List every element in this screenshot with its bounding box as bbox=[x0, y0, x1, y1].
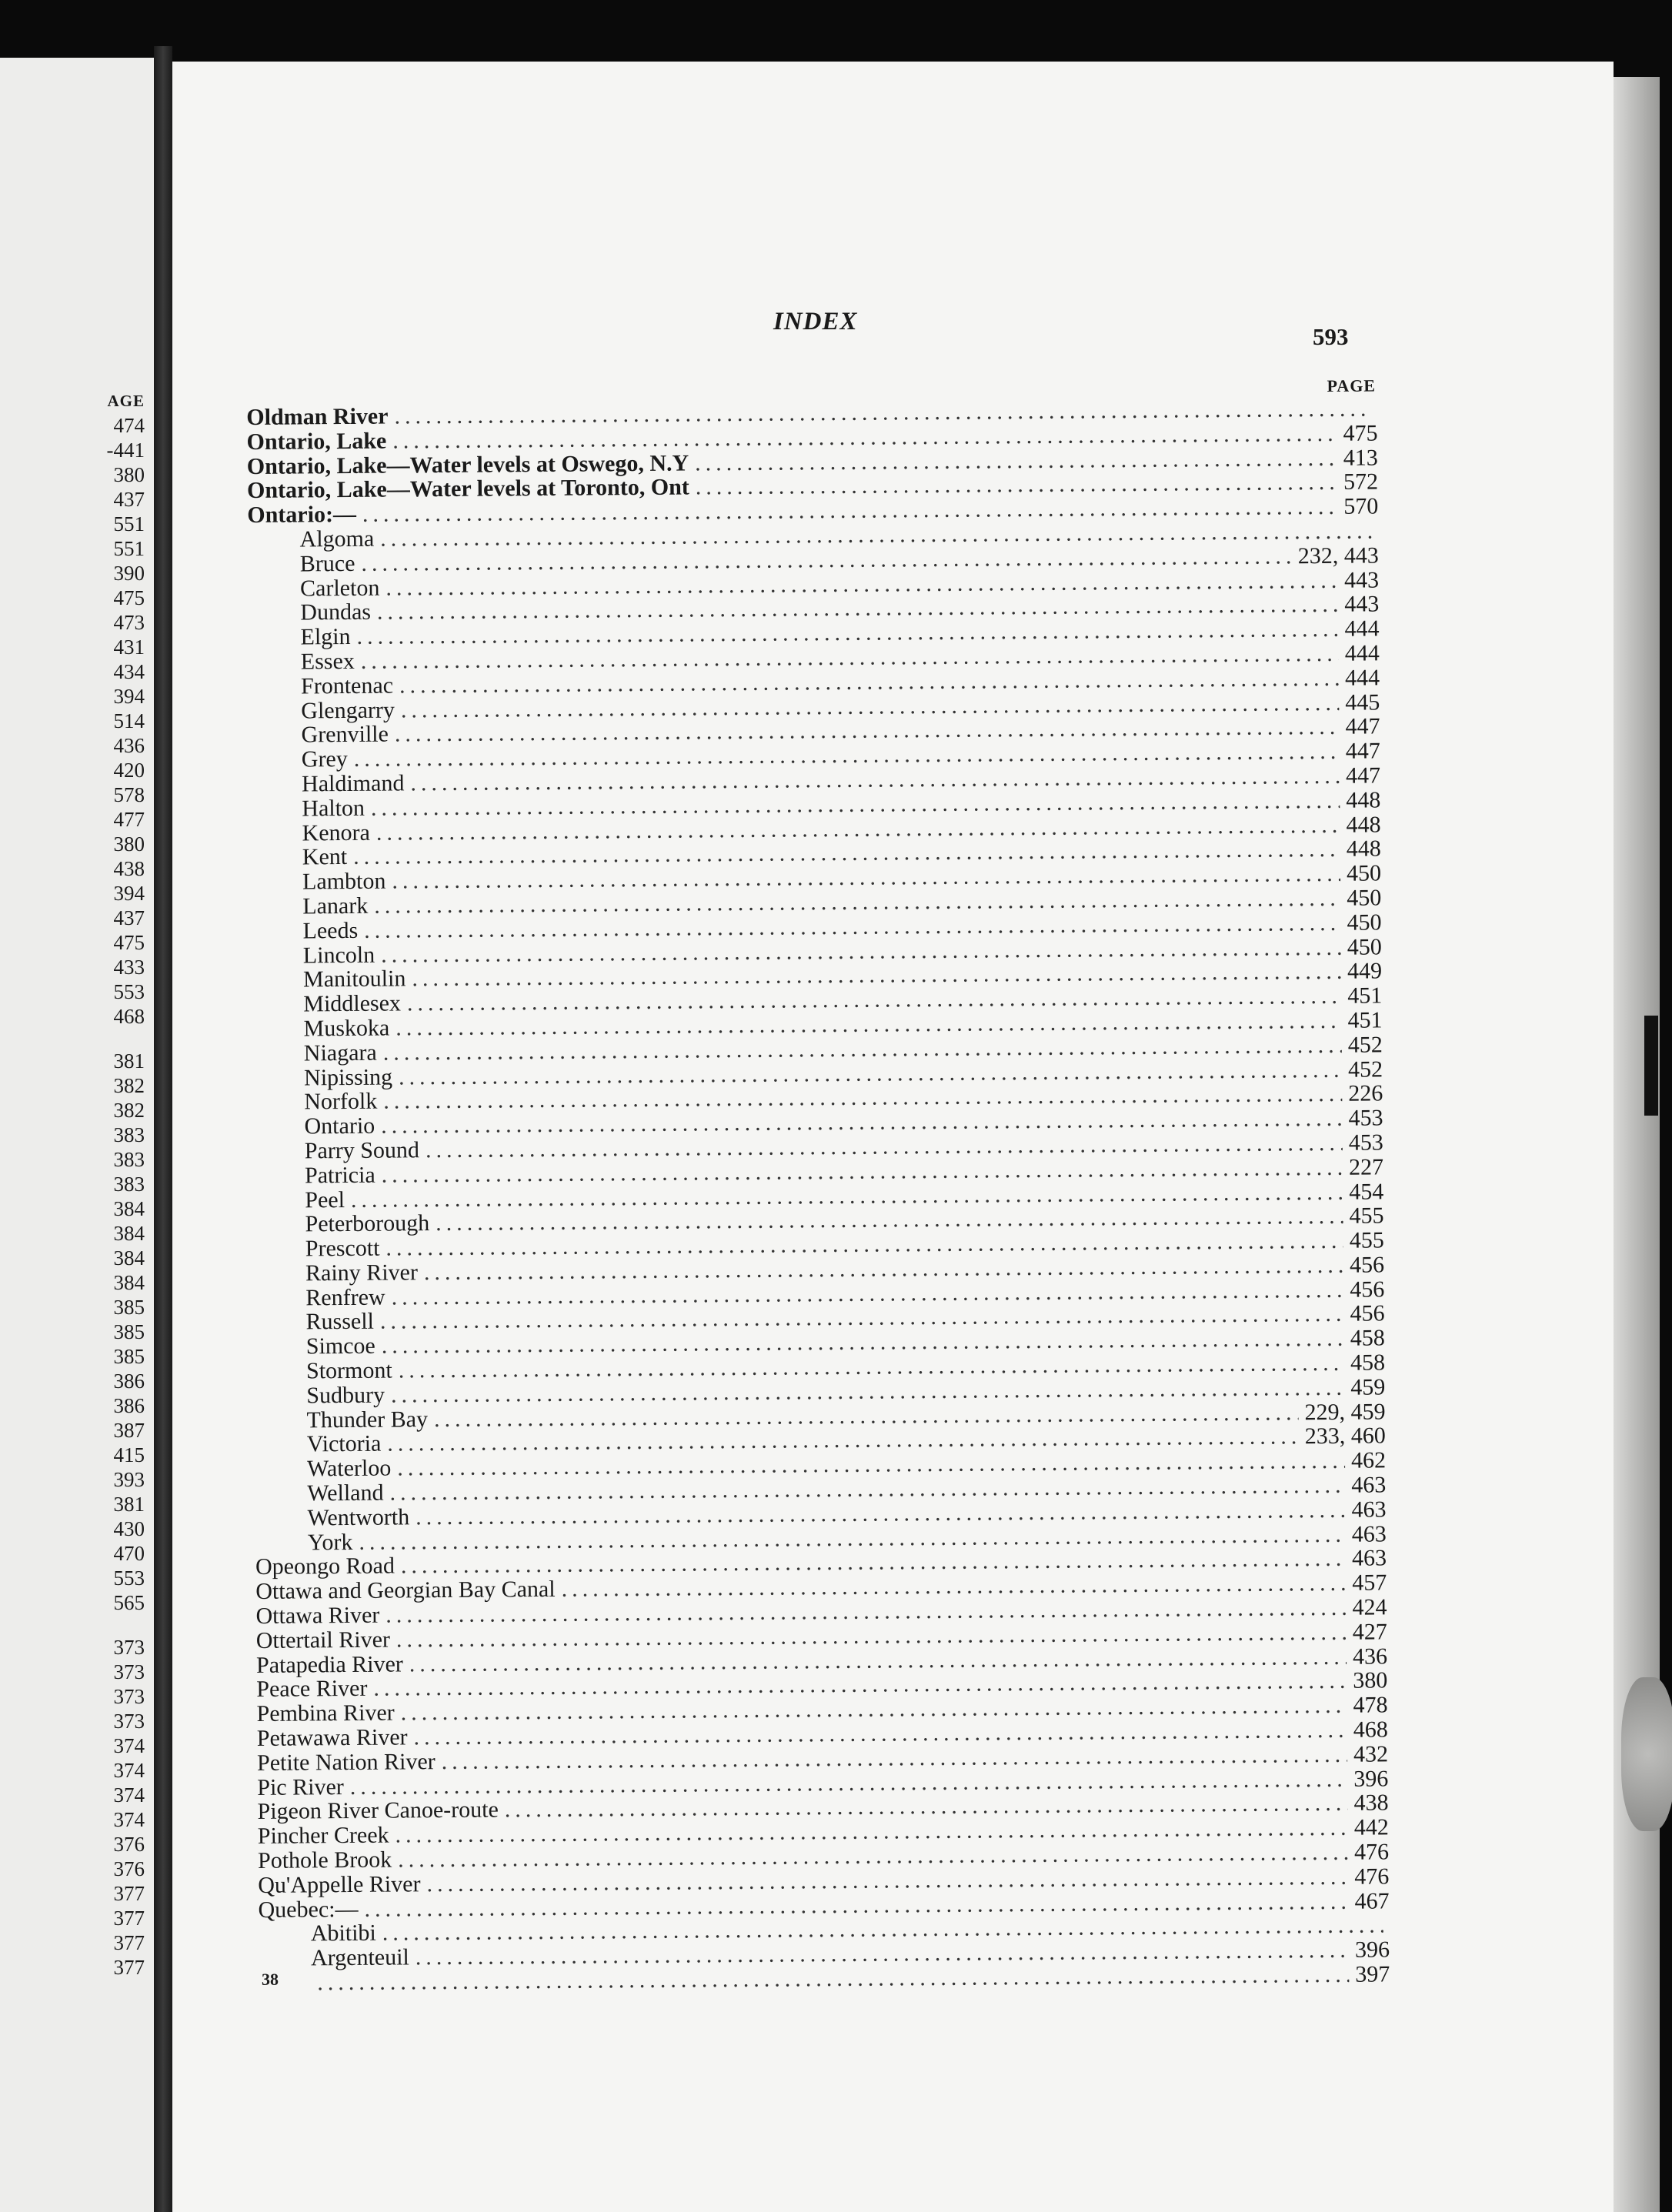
entry-name: Thunder Bay bbox=[306, 1406, 429, 1433]
entry-page: 233, 460 bbox=[1304, 1423, 1386, 1450]
entry-page: 396 bbox=[1354, 1937, 1390, 1963]
facing-page-number: 565 bbox=[113, 1591, 145, 1614]
entry-name: Petawawa River bbox=[256, 1724, 408, 1751]
entry-page: 457 bbox=[1352, 1570, 1387, 1596]
facing-page-number: 377 bbox=[113, 1956, 145, 1979]
entry-name: Ontario bbox=[304, 1113, 375, 1139]
facing-page-number: 376 bbox=[113, 1833, 145, 1856]
facing-page-number: 377 bbox=[113, 1907, 145, 1930]
facing-page-number: 384 bbox=[113, 1271, 145, 1294]
entry-page: 448 bbox=[1346, 811, 1381, 838]
running-head: INDEX bbox=[773, 308, 858, 335]
facing-page-number: 434 bbox=[113, 660, 145, 683]
book-spine bbox=[154, 46, 172, 2212]
entry-page: 432 bbox=[1353, 1741, 1389, 1767]
entry-page: 454 bbox=[1349, 1178, 1384, 1205]
facing-page-number: 438 bbox=[113, 857, 145, 880]
facing-page-number: 383 bbox=[113, 1123, 145, 1146]
entry-name: Grenville bbox=[301, 721, 389, 748]
number-group-2 bbox=[0, 1049, 145, 1615]
facing-page-number: 381 bbox=[113, 1493, 145, 1516]
entry-page: 451 bbox=[1347, 1007, 1383, 1033]
facing-page-number: 373 bbox=[113, 1660, 145, 1683]
facing-page-number: 386 bbox=[113, 1370, 145, 1393]
page-column-label: PAGE bbox=[1327, 375, 1377, 395]
entry-name: Ontario:— bbox=[247, 502, 357, 529]
facing-page-number: 373 bbox=[113, 1685, 145, 1708]
entry-page: 229, 459 bbox=[1304, 1399, 1386, 1425]
facing-page-number: 374 bbox=[113, 1734, 145, 1757]
facing-page-number: 473 bbox=[113, 611, 145, 634]
facing-page-number: 470 bbox=[113, 1542, 145, 1565]
entry-page: 451 bbox=[1347, 983, 1383, 1009]
facing-page-number: 384 bbox=[113, 1197, 145, 1220]
entry-name: Elgin bbox=[300, 624, 351, 650]
entry-page: 467 bbox=[1354, 1888, 1390, 1914]
entry-name: Pic River bbox=[257, 1773, 344, 1800]
entry-name: Frontenac bbox=[300, 672, 394, 699]
entry-name: Welland bbox=[307, 1480, 384, 1506]
entry-name: Lambton bbox=[302, 868, 386, 895]
facing-page-number: 383 bbox=[113, 1173, 145, 1196]
entry-name: Algoma bbox=[299, 525, 375, 552]
entry-name: Oldman River bbox=[246, 403, 389, 430]
entry-name: Patricia bbox=[304, 1162, 375, 1189]
entry-page: 232, 443 bbox=[1297, 542, 1379, 569]
index-entries bbox=[246, 375, 1390, 1994]
entry-page: 476 bbox=[1353, 1839, 1390, 1865]
entry-page: 456 bbox=[1349, 1252, 1385, 1278]
entry-name: Norfolk bbox=[304, 1089, 378, 1115]
facing-page-number: 475 bbox=[113, 931, 145, 954]
entry-page: 462 bbox=[1350, 1447, 1387, 1474]
page-edge bbox=[1614, 77, 1660, 2212]
entry-page: 449 bbox=[1347, 958, 1383, 985]
entry-name: Middlesex bbox=[303, 990, 402, 1017]
facing-page-number: 380 bbox=[113, 832, 145, 856]
entry-page: 413 bbox=[1343, 445, 1378, 471]
entry-page: 380 bbox=[1353, 1667, 1388, 1694]
entry-page: 459 bbox=[1350, 1374, 1386, 1400]
facing-page-number: 394 bbox=[113, 685, 145, 708]
facing-page-number: 386 bbox=[113, 1394, 145, 1417]
entry-page: 463 bbox=[1351, 1496, 1387, 1523]
entry-page: 447 bbox=[1345, 713, 1380, 740]
entry-name: Ontario, Lake—Water levels at Toronto, Ont bbox=[246, 474, 689, 504]
entry-name: Stormont bbox=[305, 1357, 392, 1384]
entry-name: Victoria bbox=[306, 1431, 382, 1457]
entry-page: 453 bbox=[1348, 1105, 1383, 1131]
entry-page: 452 bbox=[1347, 1032, 1383, 1058]
entry-name: Petite Nation River bbox=[256, 1748, 436, 1776]
entry-page: 456 bbox=[1350, 1276, 1385, 1303]
entry-page: 463 bbox=[1351, 1521, 1387, 1547]
entry-page: 455 bbox=[1349, 1203, 1384, 1229]
facing-page-number: 578 bbox=[113, 783, 145, 806]
entry-page: 455 bbox=[1349, 1227, 1384, 1253]
facing-page-number: 551 bbox=[113, 512, 145, 535]
entry-page: 444 bbox=[1344, 640, 1380, 666]
facing-page-number: 390 bbox=[113, 562, 145, 585]
entry-name: Pigeon River Canoe-route bbox=[257, 1797, 499, 1825]
facing-page-number: 385 bbox=[113, 1345, 145, 1368]
entry-page: 458 bbox=[1350, 1350, 1386, 1376]
facing-page-number: 377 bbox=[113, 1882, 145, 1905]
entry-page: 450 bbox=[1347, 885, 1382, 911]
entry-page: 396 bbox=[1353, 1766, 1389, 1792]
entry-name: Manitoulin bbox=[302, 966, 406, 993]
entry-name: Abitibi bbox=[310, 1920, 376, 1947]
entry-name: Kent bbox=[302, 844, 348, 870]
entry-name: Carleton bbox=[299, 575, 380, 602]
facing-page-number: 553 bbox=[113, 980, 145, 1003]
facing-page-number: 385 bbox=[113, 1296, 145, 1319]
entry-name: York bbox=[307, 1529, 353, 1556]
entry-name: Pembina River bbox=[256, 1700, 395, 1727]
facing-page-number: 433 bbox=[113, 956, 145, 979]
entry-page: 436 bbox=[1352, 1643, 1388, 1670]
facing-page-number: 415 bbox=[113, 1443, 145, 1466]
entry-page: 424 bbox=[1352, 1594, 1387, 1620]
entry-page: 456 bbox=[1350, 1300, 1385, 1327]
entry-name: Argenteuil bbox=[310, 1944, 409, 1971]
entry-page: 397 bbox=[1355, 1961, 1390, 1987]
facing-page-number: 376 bbox=[113, 1857, 145, 1880]
entry-name: Muskoka bbox=[303, 1015, 390, 1042]
edge-tab bbox=[1644, 1016, 1658, 1116]
facing-page-number: 553 bbox=[113, 1566, 145, 1590]
entry-page: 227 bbox=[1348, 1154, 1384, 1180]
entry-name: Bruce bbox=[299, 550, 355, 577]
entry-name: Halton bbox=[302, 795, 365, 822]
entry-page: 458 bbox=[1350, 1325, 1385, 1352]
facing-page-number: 374 bbox=[113, 1808, 145, 1831]
facing-page-number: 382 bbox=[113, 1074, 145, 1097]
signature-mark: 38 bbox=[262, 1970, 279, 1989]
facing-page-number: 474 bbox=[113, 414, 145, 437]
entry-name: Parry Sound bbox=[304, 1137, 420, 1164]
entry-page: 448 bbox=[1346, 836, 1381, 862]
entry-name: Haldimand bbox=[301, 770, 405, 797]
facing-page-header: AGE bbox=[107, 392, 145, 410]
entry-name: Ontario, Lake—Water levels at Oswego, N.Y bbox=[246, 450, 689, 479]
facing-page-number: 430 bbox=[113, 1517, 145, 1540]
entry-name: Sudbury bbox=[306, 1382, 385, 1409]
entry-name: Ottawa River bbox=[255, 1602, 380, 1629]
entry-page: 226 bbox=[1348, 1080, 1383, 1107]
entry-name: Lanark bbox=[302, 892, 369, 919]
facing-page-number: 437 bbox=[113, 906, 145, 929]
facing-page-number: 373 bbox=[113, 1636, 145, 1659]
entry-name: Qu'Appelle River bbox=[258, 1871, 421, 1898]
facing-page-number: 380 bbox=[113, 463, 145, 486]
facing-page-number: 420 bbox=[113, 759, 145, 782]
entry-name: Dundas bbox=[300, 599, 372, 626]
entry-page: 476 bbox=[1354, 1863, 1390, 1890]
entry-name: Grey bbox=[301, 746, 348, 772]
entry-page: 450 bbox=[1346, 860, 1382, 886]
facing-page-number: 374 bbox=[113, 1783, 145, 1807]
entry-name: Peel bbox=[305, 1186, 345, 1213]
entry-name: Glengarry bbox=[301, 697, 395, 724]
entry-page: 443 bbox=[1344, 591, 1380, 618]
facing-page-number: 437 bbox=[113, 488, 145, 511]
facing-page-number: 514 bbox=[113, 709, 145, 732]
entry-name: Waterloo bbox=[306, 1455, 392, 1482]
entry-name: Ottertail River bbox=[255, 1626, 391, 1653]
entry-name: Simcoe bbox=[305, 1333, 375, 1360]
entry-name: Kenora bbox=[302, 819, 371, 846]
entry-page: 452 bbox=[1347, 1056, 1383, 1083]
facing-page-number: 383 bbox=[113, 1148, 145, 1171]
page-number: 593 bbox=[1313, 323, 1349, 350]
entry-page: 442 bbox=[1353, 1814, 1389, 1840]
facing-page-number-column bbox=[0, 389, 145, 1980]
entry-page: 572 bbox=[1343, 469, 1379, 495]
facing-page-number: 436 bbox=[113, 734, 145, 757]
facing-page-number: 384 bbox=[113, 1222, 145, 1245]
facing-page-number: 382 bbox=[113, 1099, 145, 1122]
entry-page: 453 bbox=[1348, 1129, 1383, 1156]
entry-name: Renfrew bbox=[305, 1284, 385, 1311]
number-group-1 bbox=[0, 413, 145, 1029]
entry-name: Ottawa and Georgian Bay Canal bbox=[255, 1576, 556, 1605]
entry-page: 443 bbox=[1343, 567, 1380, 593]
entry-name: Pincher Creek bbox=[257, 1822, 389, 1850]
facing-page-number: 374 bbox=[113, 1759, 145, 1782]
entry-name: Leeds bbox=[302, 917, 359, 944]
entry-page: 478 bbox=[1353, 1692, 1388, 1718]
entry-page: 427 bbox=[1352, 1619, 1387, 1645]
facing-page-number: 377 bbox=[113, 1931, 145, 1954]
facing-page-number: 431 bbox=[113, 636, 145, 659]
facing-page-number: 387 bbox=[113, 1419, 145, 1442]
entry-page: 475 bbox=[1343, 420, 1378, 446]
entry-name: Prescott bbox=[305, 1235, 380, 1262]
entry-page: 570 bbox=[1343, 493, 1379, 519]
facing-page-number: 468 bbox=[113, 1005, 145, 1028]
entry-name: Pothole Brook bbox=[257, 1847, 392, 1873]
entry-name: Opeongo Road bbox=[255, 1553, 395, 1580]
entry-name: Lincoln bbox=[302, 942, 375, 968]
facing-page-number: 475 bbox=[113, 586, 145, 609]
entry-page: 468 bbox=[1353, 1717, 1388, 1743]
entry-name: Nipissing bbox=[303, 1064, 393, 1090]
entry-page: 438 bbox=[1353, 1790, 1389, 1817]
facing-page-number: 477 bbox=[113, 808, 145, 831]
entry-list bbox=[246, 395, 1390, 1994]
entry-page: 450 bbox=[1347, 909, 1382, 936]
entry-name: Patapedia River bbox=[255, 1651, 403, 1678]
facing-page-left bbox=[0, 58, 154, 2212]
facing-page-number: -441 bbox=[106, 439, 145, 462]
entry-page: 463 bbox=[1351, 1472, 1387, 1498]
facing-page-number: 381 bbox=[113, 1049, 145, 1073]
entry-name: Rainy River bbox=[305, 1259, 419, 1286]
facing-page-number: 551 bbox=[113, 537, 145, 560]
facing-page-number: 393 bbox=[113, 1468, 145, 1491]
facing-page-number: 394 bbox=[113, 882, 145, 905]
entry-name: Niagara bbox=[303, 1039, 377, 1066]
edge-stain bbox=[1621, 1677, 1672, 1831]
entry-name: Peace River bbox=[256, 1676, 368, 1703]
entry-page: 447 bbox=[1345, 762, 1381, 789]
entry-page: 444 bbox=[1344, 616, 1380, 642]
entry-name: Wentworth bbox=[307, 1504, 410, 1531]
entry-page: 463 bbox=[1351, 1545, 1387, 1572]
facing-page-number: 384 bbox=[113, 1246, 145, 1269]
number-group-3 bbox=[0, 1635, 145, 1980]
entry-page: 444 bbox=[1344, 665, 1380, 691]
entry-name: Ontario, Lake bbox=[246, 428, 387, 455]
entry-name: Essex bbox=[300, 648, 355, 675]
entry-name: Peterborough bbox=[305, 1210, 430, 1237]
entry-page: 445 bbox=[1345, 689, 1380, 716]
facing-page-number: 373 bbox=[113, 1710, 145, 1733]
entry-name: Russell bbox=[305, 1309, 375, 1335]
entry-page: 450 bbox=[1347, 933, 1382, 960]
entry-name: Quebec:— bbox=[258, 1896, 359, 1923]
facing-page-number: 385 bbox=[113, 1320, 145, 1343]
entry-page: 448 bbox=[1346, 787, 1381, 813]
entry-page: 447 bbox=[1345, 738, 1380, 764]
